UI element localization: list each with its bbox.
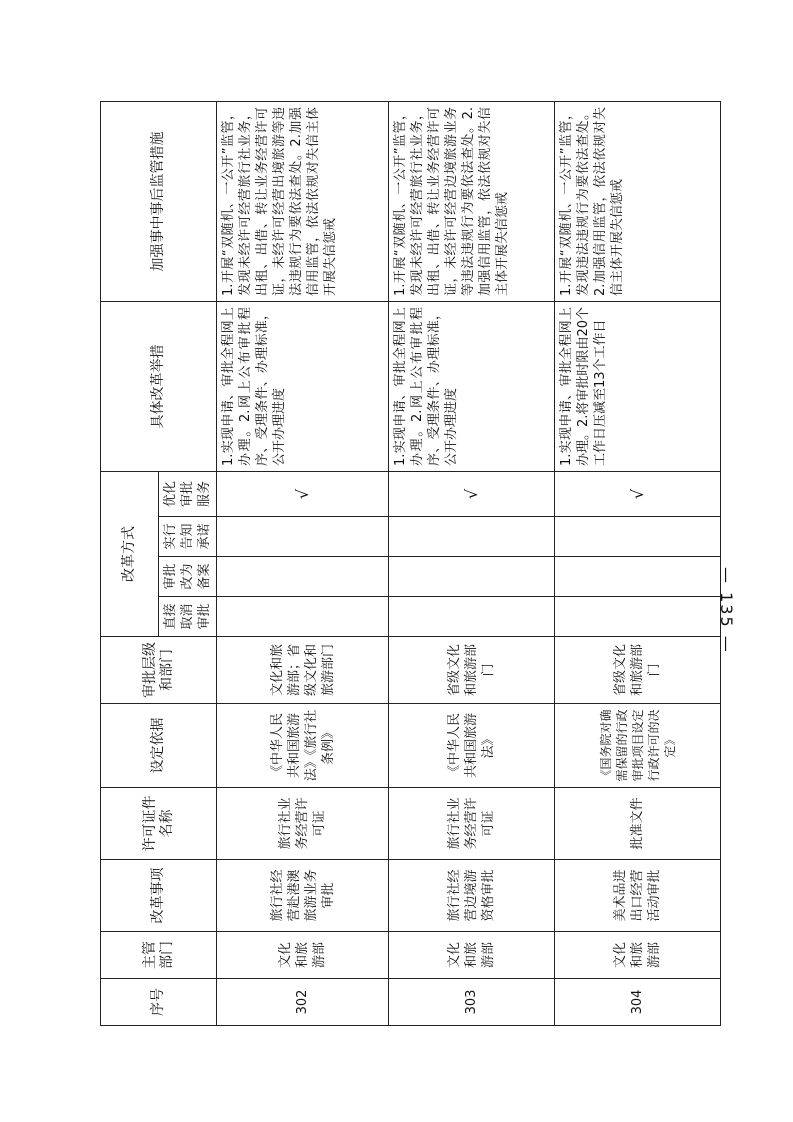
table-row (217, 102, 389, 1026)
cell-m1 (389, 597, 555, 637)
cell-measures: 1.实现申请、审批全程网上办理。2.网上公布审批程序、受理条件、办理标准，公开办理进度 (217, 302, 389, 472)
cell-seq: 302 (217, 979, 389, 1026)
header-seq: 序号 (101, 979, 217, 1026)
header-item: 改革事项 (101, 860, 217, 932)
cell-m4-check: √ (555, 472, 721, 517)
header-basis: 设定依据 (101, 704, 217, 788)
cell-level: 省级文化和旅游部门 (389, 637, 555, 704)
cell-level: 文化和旅游部；省级文化和旅游部门 (217, 637, 389, 704)
page-number: — 135 — (717, 566, 736, 654)
header-m4: 优化审批服务 (159, 472, 217, 517)
header-level: 审批层级和部门 (101, 637, 217, 704)
cell-basis: 《国务院对确需保留的行政审批项目设定行政许可的决定》 (555, 704, 721, 788)
cell-m4-check: √ (389, 472, 555, 517)
header-measures: 具体改革举措 (101, 302, 217, 472)
cell-m1 (555, 597, 721, 637)
rotated-table-wrapper (100, 102, 714, 1026)
cell-item: 旅行社经营边境游资格审批 (389, 860, 555, 932)
cell-oversight: 1.开展“双随机、一公开”监管，发现未经许可经营旅行社业务，出租、出借、转让业务经营许可证，未经许可经营出境旅游等违法违规行为要依法查处。2.加强信用监管，依法依规对失信主体开展失信惩戒 (217, 102, 389, 302)
cell-dept: 文化和旅游部 (389, 932, 555, 979)
cell-seq: 304 (555, 979, 721, 1026)
cell-oversight: 1.开展“双随机、一公开”监管，发现违法违规行为要依法查处。2.加强信用监管，依法依规对失信主体开展失信惩戒 (555, 102, 721, 302)
cell-doc: 旅行社业务经营许可证 (389, 788, 555, 860)
cell-seq: 303 (389, 979, 555, 1026)
cell-measures: 1.实现申请、审批全程网上办理。2.网上公布审批程序、受理条件、办理标准，公开办理进度 (389, 302, 555, 472)
table-row (389, 102, 555, 1026)
table-row (555, 102, 721, 1026)
cell-oversight: 1.开展“双随机、一公开”监管，发现未经许可经营旅行社业务，出租、出借、转让业务经营许可证，未经许可经营边境旅游业务等违法违规行为要依法查处。2.加强信用监管，依法依规对失信主体开展失信惩戒 (389, 102, 555, 302)
cell-m1 (217, 597, 389, 637)
cell-doc: 旅行社业务经营许可证 (217, 788, 389, 860)
cell-measures: 1.实现申请、审批全程网上办理。2.将审批时限由20个工作日压减至13个工作日 (555, 302, 721, 472)
cell-m2 (217, 557, 389, 597)
header-method: 改革方式 (101, 472, 159, 637)
cell-basis: 《中华人民共和国旅游法》 (389, 704, 555, 788)
cell-dept: 文化和旅游部 (555, 932, 721, 979)
header-row (101, 102, 159, 1026)
reform-table (100, 101, 721, 1026)
cell-basis: 《中华人民共和国旅游法》《旅行社条例》 (217, 704, 389, 788)
cell-m2 (389, 557, 555, 597)
cell-m4-check: √ (217, 472, 389, 517)
cell-item: 旅行社经营赴港澳旅游业务审批 (217, 860, 389, 932)
header-m2: 审批改为备案 (159, 557, 217, 597)
cell-m3 (555, 517, 721, 557)
header-m3: 实行告知承诺 (159, 517, 217, 557)
header-m1: 直接取消审批 (159, 597, 217, 637)
cell-item: 美术品进出口经营活动审批 (555, 860, 721, 932)
cell-m3 (217, 517, 389, 557)
header-doc: 许可证件名称 (101, 788, 217, 860)
header-oversight: 加强事中事后监管措施 (101, 102, 217, 302)
cell-m2 (555, 557, 721, 597)
cell-dept: 文化和旅游部 (217, 932, 389, 979)
header-dept: 主管部门 (101, 932, 217, 979)
cell-doc: 批准文件 (555, 788, 721, 860)
cell-m3 (389, 517, 555, 557)
cell-level: 省级文化和旅游部门 (555, 637, 721, 704)
